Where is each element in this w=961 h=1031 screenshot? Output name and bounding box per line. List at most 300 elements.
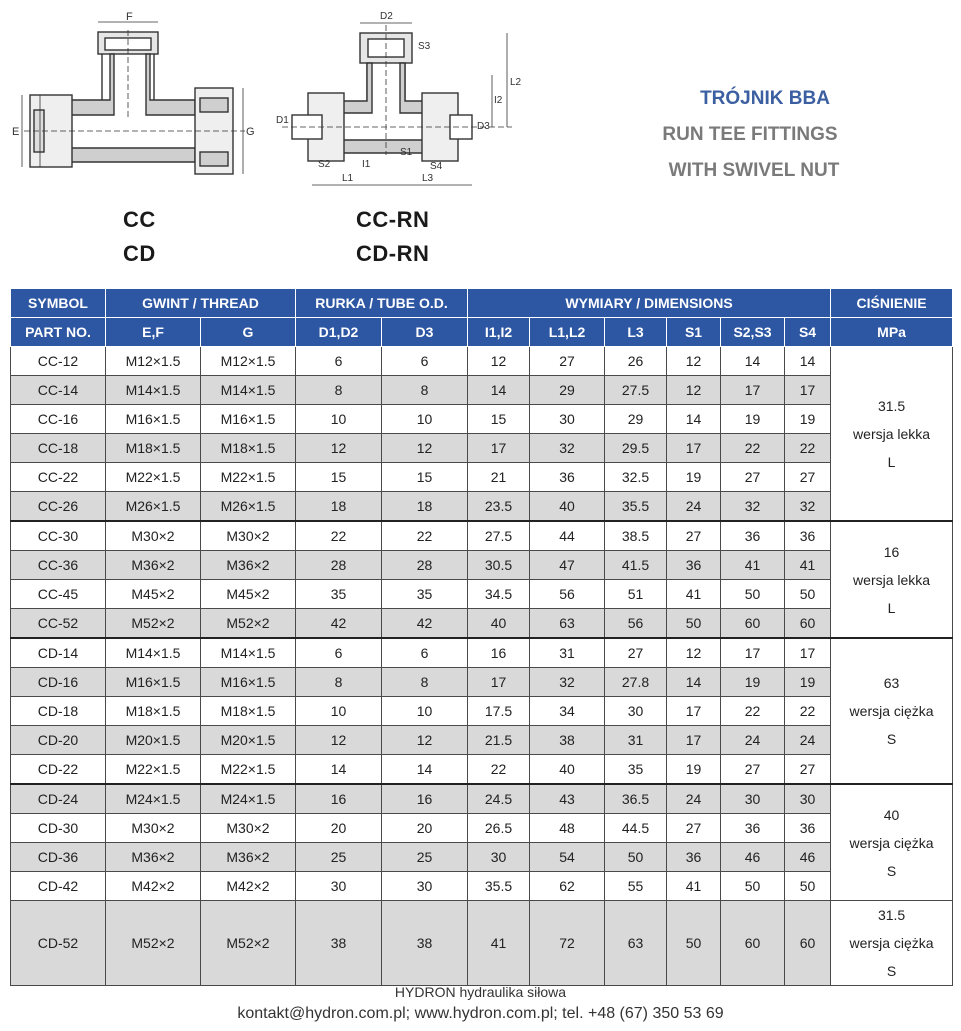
value-cell: 40 — [468, 609, 530, 639]
value-cell: M22×1.5 — [106, 463, 201, 492]
table-row — [11, 551, 953, 580]
value-cell: 20 — [382, 814, 468, 843]
value-cell: 22 — [721, 434, 785, 463]
value-cell: M42×2 — [201, 872, 296, 901]
label-f: F — [126, 11, 133, 23]
value-cell: 14 — [468, 376, 530, 405]
th-s4: S4 — [785, 318, 831, 347]
value-cell: 60 — [785, 609, 831, 639]
footer-company: HYDRON hydraulika siłowa — [394, 984, 567, 1000]
value-cell: M14×1.5 — [201, 376, 296, 405]
value-cell: 19 — [667, 755, 721, 785]
label-i2: I2 — [494, 95, 503, 106]
label-e: E — [12, 126, 20, 138]
value-cell: 38 — [296, 901, 382, 986]
value-cell: 17.5 — [468, 697, 530, 726]
value-cell: 17 — [667, 726, 721, 755]
part-number-cell: CD-20 — [11, 726, 106, 755]
table-row — [11, 492, 953, 522]
value-cell: 44.5 — [605, 814, 667, 843]
value-cell: 12 — [382, 726, 468, 755]
value-cell: 8 — [296, 668, 382, 697]
pressure-value: 16 — [883, 543, 900, 560]
value-cell: 34.5 — [468, 580, 530, 609]
value-cell: M36×2 — [106, 843, 201, 872]
part-number-cell: CD-52 — [11, 901, 106, 986]
table-row — [11, 901, 953, 986]
tee-fitting-drawing-left — [10, 10, 255, 195]
value-cell: 27 — [667, 814, 721, 843]
value-cell: 29 — [530, 376, 605, 405]
value-cell: 38 — [530, 726, 605, 755]
table-row — [11, 376, 953, 405]
value-cell: 24 — [667, 492, 721, 522]
value-cell: 27 — [721, 755, 785, 785]
tee-fitting-drawing-right — [272, 5, 532, 195]
table-row — [11, 405, 953, 434]
value-cell: 18 — [382, 492, 468, 522]
value-cell: 31 — [605, 726, 667, 755]
value-cell: 22 — [785, 434, 831, 463]
value-cell: 50 — [785, 872, 831, 901]
value-cell: M18×1.5 — [106, 434, 201, 463]
value-cell: 41 — [721, 551, 785, 580]
part-number-cell: CC-18 — [11, 434, 106, 463]
table-row — [11, 434, 953, 463]
part-number-cell: CD-42 — [11, 872, 106, 901]
value-cell: 35.5 — [605, 492, 667, 522]
th-part-no: PART NO. — [11, 318, 106, 347]
value-cell: 40 — [530, 492, 605, 522]
value-cell: M52×2 — [106, 901, 201, 986]
value-cell: 60 — [721, 609, 785, 639]
value-cell: 12 — [667, 376, 721, 405]
value-cell: M52×2 — [201, 609, 296, 639]
code-cc-rn: CC-RN — [356, 207, 430, 232]
value-cell: 19 — [667, 463, 721, 492]
th-d3: D3 — [382, 318, 468, 347]
value-cell: 62 — [530, 872, 605, 901]
value-cell: 47 — [530, 551, 605, 580]
pressure-series: S — [886, 963, 897, 979]
value-cell: 32 — [530, 434, 605, 463]
table-row — [11, 726, 953, 755]
value-cell: 26.5 — [468, 814, 530, 843]
pressure-value: 31.5 — [877, 907, 906, 923]
part-number-cell: CC-45 — [11, 580, 106, 609]
value-cell: 22 — [721, 697, 785, 726]
value-cell: 48 — [530, 814, 605, 843]
value-cell: 43 — [530, 784, 605, 814]
value-cell: 29 — [605, 405, 667, 434]
table-row — [11, 668, 953, 697]
value-cell: 32 — [785, 492, 831, 522]
value-cell: 16 — [296, 784, 382, 814]
value-cell: 35.5 — [468, 872, 530, 901]
value-cell: 41 — [667, 580, 721, 609]
value-cell: 46 — [785, 843, 831, 872]
code-cd: CD — [123, 241, 156, 266]
value-cell: 30.5 — [468, 551, 530, 580]
value-cell: 14 — [296, 755, 382, 785]
label-l2: L2 — [510, 77, 522, 88]
th-i1i2: I1,I2 — [468, 318, 530, 347]
value-cell: 32 — [530, 668, 605, 697]
value-cell: 36 — [785, 814, 831, 843]
value-cell: 10 — [296, 697, 382, 726]
part-number-cell: CC-36 — [11, 551, 106, 580]
value-cell: M52×2 — [201, 901, 296, 986]
label-d3: D3 — [477, 121, 490, 132]
value-cell: M20×1.5 — [201, 726, 296, 755]
value-cell: 27.8 — [605, 668, 667, 697]
value-cell: 50 — [605, 843, 667, 872]
value-cell: 24 — [785, 726, 831, 755]
value-cell: 42 — [296, 609, 382, 639]
value-cell: 27 — [605, 638, 667, 668]
value-cell: 31 — [530, 638, 605, 668]
label-l1: L1 — [342, 173, 354, 184]
value-cell: 60 — [785, 901, 831, 986]
value-cell: 17 — [667, 697, 721, 726]
part-number-cell: CC-12 — [11, 347, 106, 376]
header-row-1 — [11, 289, 953, 318]
value-cell: M26×1.5 — [106, 492, 201, 522]
label-d1: D1 — [276, 115, 289, 126]
value-cell: 41.5 — [605, 551, 667, 580]
value-cell: 60 — [721, 901, 785, 986]
value-cell: 15 — [296, 463, 382, 492]
value-cell: 63 — [530, 609, 605, 639]
value-cell: 30 — [785, 784, 831, 814]
pressure-cell — [831, 901, 953, 986]
th-mpa: MPa — [831, 318, 953, 347]
table-row — [11, 814, 953, 843]
pressure-series: L — [887, 453, 896, 470]
part-number-cell: CD-18 — [11, 697, 106, 726]
part-number-cell: CC-16 — [11, 405, 106, 434]
table-row — [11, 521, 953, 551]
value-cell: 63 — [605, 901, 667, 986]
value-cell: 25 — [382, 843, 468, 872]
value-cell: 10 — [296, 405, 382, 434]
pressure-version: wersja ciężka — [849, 834, 934, 851]
value-cell: 30 — [605, 697, 667, 726]
value-cell: 28 — [382, 551, 468, 580]
pressure-cell — [831, 521, 953, 638]
value-cell: M14×1.5 — [106, 376, 201, 405]
value-cell: 40 — [530, 755, 605, 785]
value-cell: 36.5 — [605, 784, 667, 814]
part-number-cell: CC-26 — [11, 492, 106, 522]
pressure-cell — [831, 784, 953, 901]
value-cell: 12 — [468, 347, 530, 376]
value-cell: 30 — [468, 843, 530, 872]
value-cell: 54 — [530, 843, 605, 872]
pressure-series: S — [886, 731, 897, 747]
value-cell: 16 — [468, 638, 530, 668]
value-cell: 27 — [530, 347, 605, 376]
value-cell: 50 — [721, 580, 785, 609]
pressure-version: wersja ciężka — [849, 935, 934, 951]
value-cell: M12×1.5 — [201, 347, 296, 376]
header-area — [0, 0, 961, 285]
value-cell: 35 — [605, 755, 667, 785]
value-cell: 22 — [296, 521, 382, 551]
value-cell: M42×2 — [106, 872, 201, 901]
label-i1: I1 — [362, 159, 371, 170]
label-s2: S2 — [318, 159, 331, 170]
value-cell: 29.5 — [605, 434, 667, 463]
value-cell: M20×1.5 — [106, 726, 201, 755]
value-cell: 22 — [785, 697, 831, 726]
value-cell: M26×1.5 — [201, 492, 296, 522]
value-cell: M18×1.5 — [201, 697, 296, 726]
th-thread: GWINT / THREAD — [106, 289, 296, 318]
value-cell: M12×1.5 — [106, 347, 201, 376]
value-cell: M45×2 — [106, 580, 201, 609]
code-cc: CC — [123, 207, 156, 232]
value-cell: 36 — [721, 521, 785, 551]
value-cell: 36 — [530, 463, 605, 492]
table-row — [11, 463, 953, 492]
value-cell: 17 — [667, 434, 721, 463]
title-swivel-nut: WITH SWIVEL NUT — [668, 160, 840, 181]
part-number-cell: CD-30 — [11, 814, 106, 843]
value-cell: 17 — [468, 434, 530, 463]
pressure-version: wersja ciężka — [849, 703, 934, 719]
value-cell: 41 — [785, 551, 831, 580]
value-cell: 50 — [721, 872, 785, 901]
value-cell: 36 — [721, 814, 785, 843]
value-cell: 28 — [296, 551, 382, 580]
value-cell: 19 — [785, 405, 831, 434]
value-cell: M36×2 — [106, 551, 201, 580]
value-cell: 17 — [721, 376, 785, 405]
header-row-2 — [11, 318, 953, 347]
th-s1: S1 — [667, 318, 721, 347]
value-cell: 25 — [296, 843, 382, 872]
value-cell: M14×1.5 — [106, 638, 201, 668]
title-trojnik: TRÓJNIK BBA — [700, 88, 830, 109]
pressure-version: wersja lekka — [853, 425, 931, 442]
value-cell: 50 — [667, 609, 721, 639]
value-cell: 19 — [785, 668, 831, 697]
value-cell: 8 — [382, 668, 468, 697]
part-number-cell: CD-36 — [11, 843, 106, 872]
footer-contact: kontakt@hydron.com.pl; www.hydron.com.pl; tel. +48 (67) 350 53 69 — [237, 1005, 724, 1022]
value-cell: 20 — [296, 814, 382, 843]
value-cell: 12 — [382, 434, 468, 463]
part-number-cell: CC-30 — [11, 521, 106, 551]
dimensions-table — [10, 288, 953, 986]
th-l3: L3 — [605, 318, 667, 347]
table-row — [11, 843, 953, 872]
value-cell: 38.5 — [605, 521, 667, 551]
value-cell: M30×2 — [201, 521, 296, 551]
value-cell: 26 — [605, 347, 667, 376]
value-cell: M14×1.5 — [201, 638, 296, 668]
part-number-cell: CC-22 — [11, 463, 106, 492]
value-cell: 38 — [382, 901, 468, 986]
value-cell: M30×2 — [201, 814, 296, 843]
label-s1: S1 — [400, 147, 413, 158]
value-cell: 36 — [667, 843, 721, 872]
value-cell: M30×2 — [106, 814, 201, 843]
value-cell: 18 — [296, 492, 382, 522]
value-cell: 27 — [667, 521, 721, 551]
value-cell: 35 — [382, 580, 468, 609]
value-cell: 17 — [721, 638, 785, 668]
table-row — [11, 872, 953, 901]
table-row — [11, 347, 953, 376]
value-cell: 41 — [667, 872, 721, 901]
value-cell: 6 — [296, 638, 382, 668]
value-cell: 21.5 — [468, 726, 530, 755]
value-cell: 6 — [382, 347, 468, 376]
table-row — [11, 697, 953, 726]
value-cell: M22×1.5 — [106, 755, 201, 785]
value-cell: M16×1.5 — [106, 405, 201, 434]
value-cell: 32.5 — [605, 463, 667, 492]
value-cell: M52×2 — [106, 609, 201, 639]
value-cell: 17 — [785, 638, 831, 668]
value-cell: 50 — [667, 901, 721, 986]
value-cell: 14 — [785, 347, 831, 376]
label-l3: L3 — [422, 173, 434, 184]
value-cell: 30 — [721, 784, 785, 814]
value-cell: 50 — [785, 580, 831, 609]
value-cell: 35 — [296, 580, 382, 609]
label-s4: S4 — [430, 161, 443, 172]
pressure-cell — [831, 638, 953, 784]
table-row — [11, 609, 953, 639]
value-cell: M36×2 — [201, 843, 296, 872]
value-cell: 27 — [721, 463, 785, 492]
value-cell: 22 — [382, 521, 468, 551]
value-cell: 22 — [468, 755, 530, 785]
part-number-cell: CD-22 — [11, 755, 106, 785]
value-cell: 72 — [530, 901, 605, 986]
value-cell: 42 — [382, 609, 468, 639]
value-cell: M30×2 — [106, 521, 201, 551]
th-symbol: SYMBOL — [11, 289, 106, 318]
value-cell: 36 — [785, 521, 831, 551]
value-cell: 14 — [667, 405, 721, 434]
th-ef: E,F — [106, 318, 201, 347]
part-number-cell: CD-24 — [11, 784, 106, 814]
value-cell: 21 — [468, 463, 530, 492]
value-cell: 30 — [296, 872, 382, 901]
value-cell: 8 — [382, 376, 468, 405]
value-cell: 12 — [296, 726, 382, 755]
value-cell: 12 — [296, 434, 382, 463]
value-cell: M18×1.5 — [201, 434, 296, 463]
value-cell: 8 — [296, 376, 382, 405]
value-cell: 27.5 — [605, 376, 667, 405]
table-row — [11, 784, 953, 814]
value-cell: 32 — [721, 492, 785, 522]
part-number-cell: CC-14 — [11, 376, 106, 405]
th-pressure: CIŚNIENIE — [831, 289, 953, 318]
value-cell: 14 — [667, 668, 721, 697]
value-cell: M18×1.5 — [106, 697, 201, 726]
value-cell: M22×1.5 — [201, 755, 296, 785]
part-number-cell: CC-52 — [11, 609, 106, 639]
value-cell: 17 — [468, 668, 530, 697]
th-dimensions: WYMIARY / DIMENSIONS — [468, 289, 831, 318]
value-cell: 24 — [667, 784, 721, 814]
title-run-tee: RUN TEE FITTINGS — [662, 124, 838, 145]
value-cell: 27 — [785, 755, 831, 785]
value-cell: 30 — [530, 405, 605, 434]
value-cell: 16 — [382, 784, 468, 814]
value-cell: 56 — [605, 609, 667, 639]
value-cell: 41 — [468, 901, 530, 986]
table-row — [11, 755, 953, 785]
th-tube: RURKA / TUBE O.D. — [296, 289, 468, 318]
value-cell: 27 — [785, 463, 831, 492]
pressure-value: 63 — [883, 675, 900, 691]
value-cell: M36×2 — [201, 551, 296, 580]
value-cell: 6 — [382, 638, 468, 668]
label-s3: S3 — [418, 41, 431, 52]
value-cell: 23.5 — [468, 492, 530, 522]
th-g: G — [201, 318, 296, 347]
value-cell: 30 — [382, 872, 468, 901]
pressure-value: 31.5 — [877, 397, 906, 414]
pressure-version: wersja lekka — [853, 571, 931, 588]
value-cell: 55 — [605, 872, 667, 901]
th-s2s3: S2,S3 — [721, 318, 785, 347]
value-cell: M22×1.5 — [201, 463, 296, 492]
pressure-series: S — [886, 862, 897, 879]
value-cell: 56 — [530, 580, 605, 609]
table-row — [11, 638, 953, 668]
table-row — [11, 580, 953, 609]
value-cell: 10 — [382, 405, 468, 434]
part-number-cell: CD-16 — [11, 668, 106, 697]
value-cell: 34 — [530, 697, 605, 726]
value-cell: M16×1.5 — [201, 668, 296, 697]
value-cell: 15 — [468, 405, 530, 434]
pressure-series: L — [887, 599, 896, 616]
value-cell: 10 — [382, 697, 468, 726]
pressure-value: 40 — [883, 806, 900, 823]
value-cell: M45×2 — [201, 580, 296, 609]
value-cell: M16×1.5 — [106, 668, 201, 697]
label-d2: D2 — [380, 11, 393, 22]
code-cd-rn: CD-RN — [356, 241, 430, 266]
value-cell: 27.5 — [468, 521, 530, 551]
value-cell: 6 — [296, 347, 382, 376]
value-cell: 14 — [382, 755, 468, 785]
label-g: G — [246, 126, 255, 138]
value-cell: 24 — [721, 726, 785, 755]
th-d1d2: D1,D2 — [296, 318, 382, 347]
value-cell: M24×1.5 — [201, 784, 296, 814]
value-cell: 17 — [785, 376, 831, 405]
value-cell: M16×1.5 — [201, 405, 296, 434]
value-cell: 46 — [721, 843, 785, 872]
value-cell: 15 — [382, 463, 468, 492]
value-cell: 51 — [605, 580, 667, 609]
value-cell: 12 — [667, 347, 721, 376]
th-l1l2: L1,L2 — [530, 318, 605, 347]
part-number-cell: CD-14 — [11, 638, 106, 668]
value-cell: 19 — [721, 405, 785, 434]
value-cell: 14 — [721, 347, 785, 376]
